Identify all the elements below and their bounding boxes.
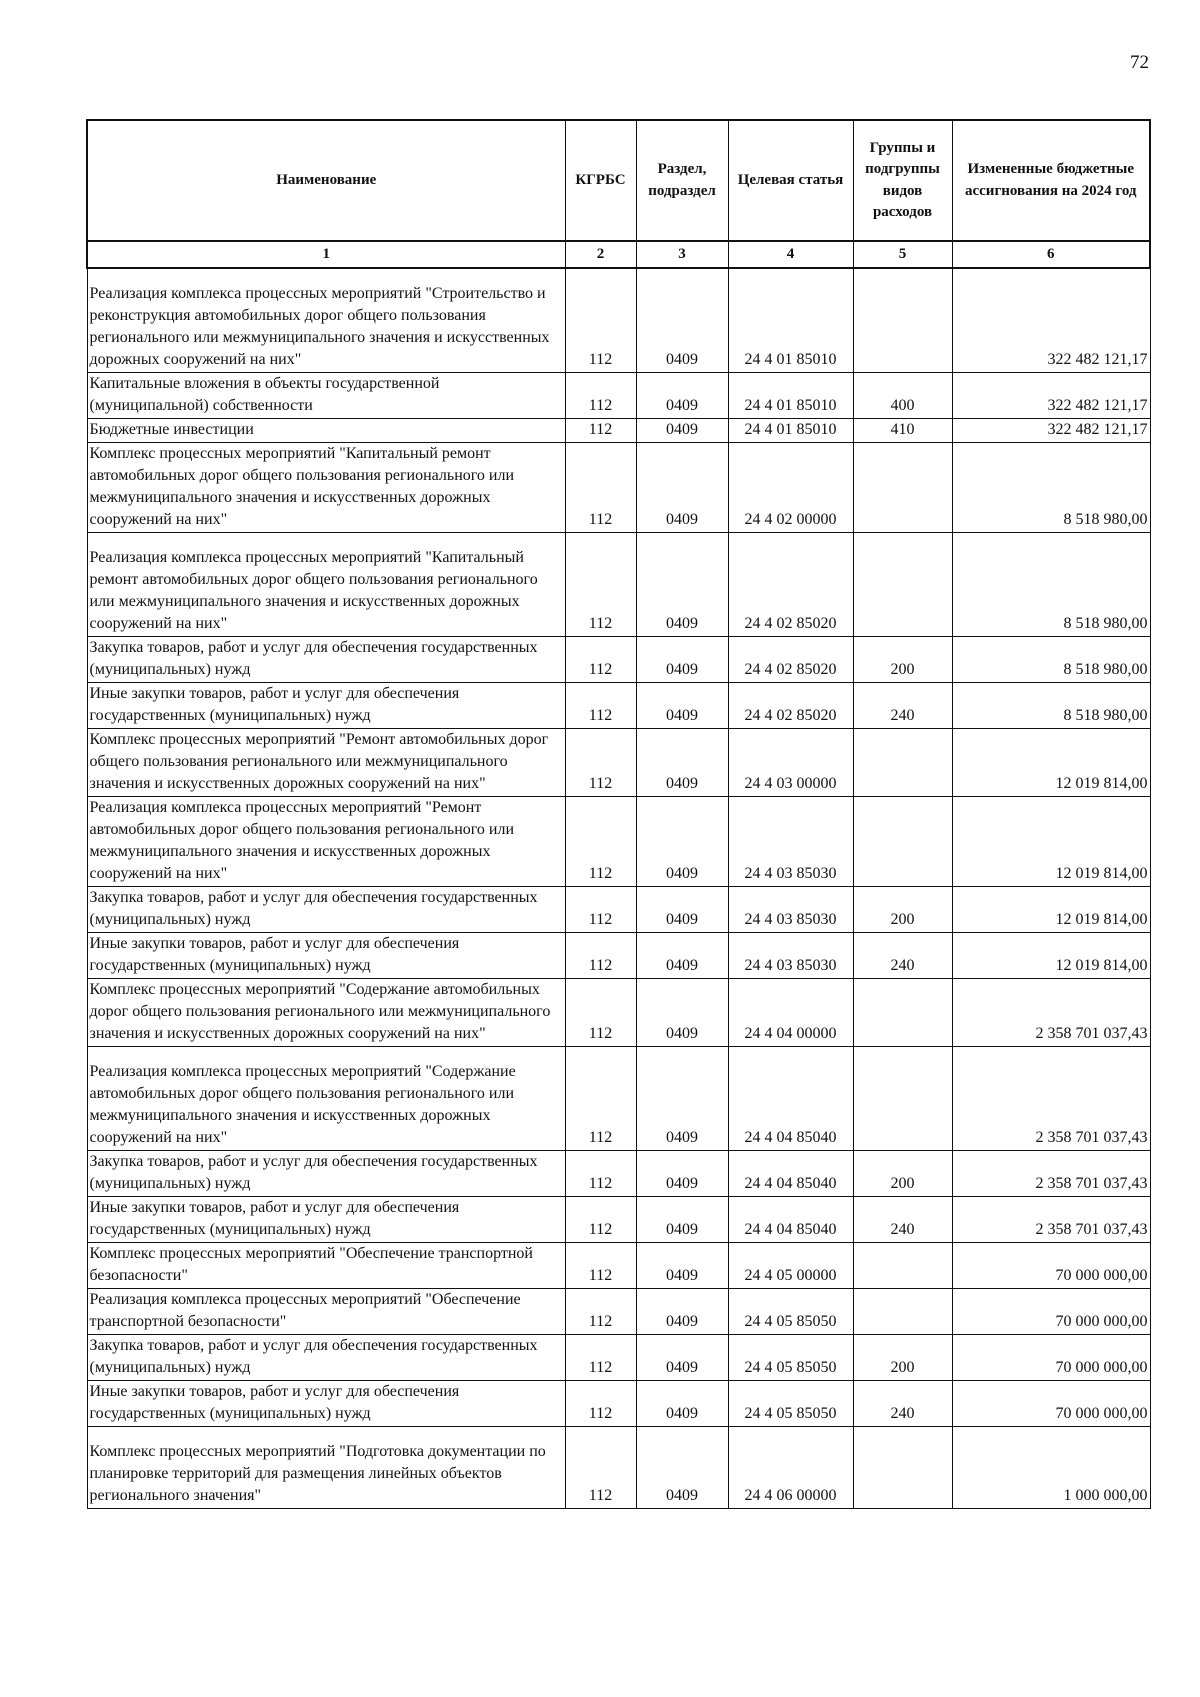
row-kgrbs: 112 [565,887,636,933]
row-section: 0409 [636,419,728,443]
row-kgrbs: 112 [565,979,636,1047]
row-section: 0409 [636,1197,728,1243]
row-amount: 322 482 121,17 [952,373,1150,419]
row-target: 24 4 04 00000 [728,979,853,1047]
row-amount: 8 518 980,00 [952,637,1150,683]
row-amount: 70 000 000,00 [952,1243,1150,1289]
table-row [87,1151,1150,1197]
row-section: 0409 [636,1289,728,1335]
row-section: 0409 [636,797,728,887]
row-group [853,268,952,373]
row-kgrbs: 112 [565,1243,636,1289]
table-row [87,979,1150,1047]
row-target: 24 4 04 85040 [728,1197,853,1243]
row-section: 0409 [636,373,728,419]
row-kgrbs: 112 [565,729,636,797]
row-group: 410 [853,419,952,443]
row-name: Иные закупки товаров, работ и услуг для обеспечения государственных (муниципальных) нужд [87,683,565,729]
row-name: Иные закупки товаров, работ и услуг для обеспечения государственных (муниципальных) нужд [87,1381,565,1427]
row-group [853,979,952,1047]
row-section: 0409 [636,637,728,683]
row-name: Реализация комплекса процессных мероприятий "Обеспечение транспортной безопасности" [87,1289,565,1335]
row-section: 0409 [636,1243,728,1289]
row-group [853,1243,952,1289]
row-amount: 8 518 980,00 [952,443,1150,533]
row-target: 24 4 04 85040 [728,1151,853,1197]
row-name: Комплекс процессных мероприятий "Ремонт автомобильных дорог общего пользования регионального или межмуниципального значения и искусственных дорожных сооружений на них" [87,729,565,797]
row-amount: 2 358 701 037,43 [952,1151,1150,1197]
table-row [87,1047,1150,1151]
row-amount: 8 518 980,00 [952,683,1150,729]
row-target: 24 4 02 85020 [728,683,853,729]
column-number: 3 [636,241,728,268]
row-section: 0409 [636,1047,728,1151]
row-target: 24 4 03 00000 [728,729,853,797]
row-name: Реализация комплекса процессных мероприятий "Содержание автомобильных дорог общего пользования регионального или межмуниципального значения и искусственных дорожных сооружений на них" [87,1047,565,1151]
row-target: 24 4 02 85020 [728,637,853,683]
row-name: Реализация комплекса процессных мероприятий "Капитальный ремонт автомобильных дорог общего пользования регионального или межмуниципального значения и искусственных дорожных сооружений на них" [87,533,565,637]
row-name: Реализация комплекса процессных мероприятий "Строительство и реконструкция автомобильных дорог общего пользования регионального или межмуниципального значения и искусственных дорожных сооружений на них" [87,268,565,373]
row-section: 0409 [636,268,728,373]
table-row [87,1427,1150,1509]
table-row [87,268,1150,373]
header-amount-2024: Измененные бюджетные ассигнования на 2024 год [952,120,1150,241]
row-name: Комплекс процессных мероприятий "Содержание автомобильных дорог общего пользования регионального или межмуниципального значения и искусственных дорожных сооружений на них" [87,979,565,1047]
row-amount: 1 000 000,00 [952,1427,1150,1509]
row-section: 0409 [636,683,728,729]
row-amount: 322 482 121,17 [952,268,1150,373]
page-number: 72 [1130,52,1149,73]
column-number: 1 [87,241,565,268]
column-number: 4 [728,241,853,268]
row-amount: 12 019 814,00 [952,887,1150,933]
table-row [87,1243,1150,1289]
row-target: 24 4 01 85010 [728,419,853,443]
column-number-row [87,241,1150,268]
row-kgrbs: 112 [565,1197,636,1243]
row-amount: 70 000 000,00 [952,1289,1150,1335]
row-section: 0409 [636,1427,728,1509]
row-kgrbs: 112 [565,1289,636,1335]
row-name: Реализация комплекса процессных мероприятий "Ремонт автомобильных дорог общего пользования регионального или межмуниципального значения и искусственных дорожных сооружений на них" [87,797,565,887]
row-group [853,443,952,533]
row-group [853,797,952,887]
row-amount: 8 518 980,00 [952,533,1150,637]
row-target: 24 4 01 85010 [728,373,853,419]
row-section: 0409 [636,443,728,533]
row-target: 24 4 05 85050 [728,1335,853,1381]
row-section: 0409 [636,887,728,933]
row-section: 0409 [636,933,728,979]
table-row [87,1381,1150,1427]
row-name: Закупка товаров, работ и услуг для обеспечения государственных (муниципальных) нужд [87,637,565,683]
table-row [87,1335,1150,1381]
row-group [853,533,952,637]
row-name: Закупка товаров, работ и услуг для обеспечения государственных (муниципальных) нужд [87,1335,565,1381]
table-row [87,887,1150,933]
column-number: 2 [565,241,636,268]
table-body [87,268,1150,1509]
row-group: 240 [853,933,952,979]
row-section: 0409 [636,979,728,1047]
row-amount: 322 482 121,17 [952,419,1150,443]
table-row [87,637,1150,683]
row-kgrbs: 112 [565,268,636,373]
row-kgrbs: 112 [565,1151,636,1197]
row-group: 240 [853,1197,952,1243]
row-amount: 2 358 701 037,43 [952,1197,1150,1243]
row-kgrbs: 112 [565,1381,636,1427]
row-name: Иные закупки товаров, работ и услуг для обеспечения государственных (муниципальных) нужд [87,1197,565,1243]
row-kgrbs: 112 [565,533,636,637]
row-target: 24 4 05 00000 [728,1243,853,1289]
row-name: Комплекс процессных мероприятий "Капитальный ремонт автомобильных дорог общего пользования регионального или межмуниципального значения и искусственных дорожных сооружений на них" [87,443,565,533]
header-section: Раздел, подраздел [636,120,728,241]
row-group: 240 [853,1381,952,1427]
table-row [87,933,1150,979]
row-section: 0409 [636,1381,728,1427]
table-row [87,1197,1150,1243]
row-section: 0409 [636,1151,728,1197]
table-row [87,683,1150,729]
row-group [853,1047,952,1151]
row-kgrbs: 112 [565,1047,636,1151]
row-kgrbs: 112 [565,1335,636,1381]
row-kgrbs: 112 [565,443,636,533]
row-amount: 12 019 814,00 [952,797,1150,887]
row-section: 0409 [636,729,728,797]
row-section: 0409 [636,533,728,637]
column-number: 6 [952,241,1150,268]
row-name: Закупка товаров, работ и услуг для обеспечения государственных (муниципальных) нужд [87,1151,565,1197]
row-group: 200 [853,1335,952,1381]
row-target: 24 4 04 85040 [728,1047,853,1151]
row-name: Закупка товаров, работ и услуг для обеспечения государственных (муниципальных) нужд [87,887,565,933]
row-group [853,1427,952,1509]
header-target-article: Целевая статья [728,120,853,241]
row-kgrbs: 112 [565,683,636,729]
row-name: Капитальные вложения в объекты государственной (муниципальной) собственности [87,373,565,419]
row-group: 400 [853,373,952,419]
header-expense-groups: Группы и подгруппы видов расходов [853,120,952,241]
row-group [853,1289,952,1335]
header-kgrbs: КГРБС [565,120,636,241]
row-target: 24 4 05 85050 [728,1381,853,1427]
row-group: 200 [853,1151,952,1197]
row-group: 240 [853,683,952,729]
row-name: Бюджетные инвестиции [87,419,565,443]
row-section: 0409 [636,1335,728,1381]
row-name: Комплекс процессных мероприятий "Подготовка документации по планировке территорий для размещения линейных объектов регионального значения" [87,1427,565,1509]
table-row [87,533,1150,637]
table-row [87,419,1150,443]
budget-allocation-table [86,119,1151,1509]
row-kgrbs: 112 [565,933,636,979]
row-amount: 12 019 814,00 [952,729,1150,797]
row-kgrbs: 112 [565,1427,636,1509]
row-kgrbs: 112 [565,637,636,683]
table-row [87,797,1150,887]
column-number: 5 [853,241,952,268]
row-target: 24 4 02 00000 [728,443,853,533]
row-amount: 12 019 814,00 [952,933,1150,979]
row-group [853,729,952,797]
row-target: 24 4 05 85050 [728,1289,853,1335]
row-target: 24 4 02 85020 [728,533,853,637]
table-row [87,729,1150,797]
table-row [87,373,1150,419]
row-group: 200 [853,887,952,933]
table-header-row [87,120,1150,241]
row-target: 24 4 06 00000 [728,1427,853,1509]
row-target: 24 4 01 85010 [728,268,853,373]
table-row [87,1289,1150,1335]
header-name: Наименование [87,120,565,241]
row-kgrbs: 112 [565,373,636,419]
row-amount: 2 358 701 037,43 [952,979,1150,1047]
table-row [87,443,1150,533]
row-name: Иные закупки товаров, работ и услуг для обеспечения государственных (муниципальных) нужд [87,933,565,979]
row-target: 24 4 03 85030 [728,887,853,933]
row-name: Комплекс процессных мероприятий "Обеспечение транспортной безопасности" [87,1243,565,1289]
row-target: 24 4 03 85030 [728,933,853,979]
row-target: 24 4 03 85030 [728,797,853,887]
row-amount: 2 358 701 037,43 [952,1047,1150,1151]
row-kgrbs: 112 [565,419,636,443]
row-amount: 70 000 000,00 [952,1381,1150,1427]
row-amount: 70 000 000,00 [952,1335,1150,1381]
row-kgrbs: 112 [565,797,636,887]
row-group: 200 [853,637,952,683]
